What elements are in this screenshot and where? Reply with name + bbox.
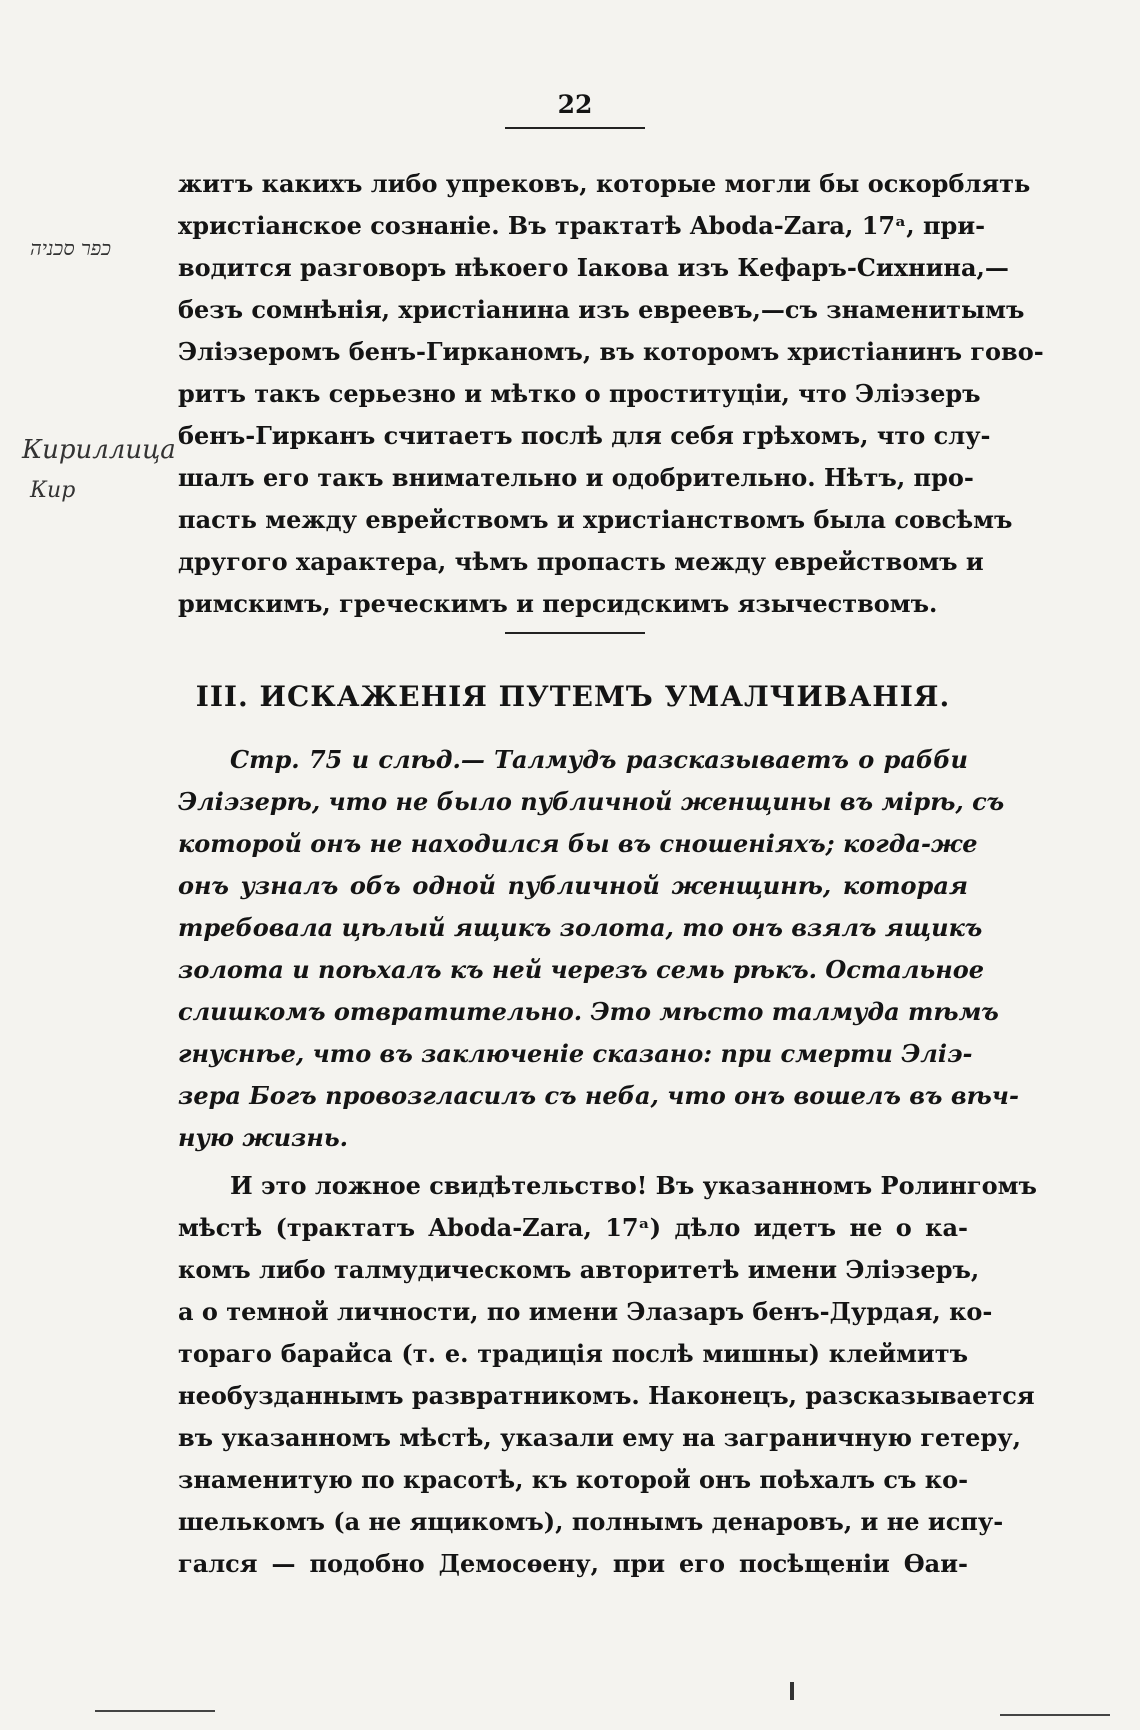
paragraph-2-line: Эліэзерѣ, что не было публичной женщины въ мірѣ, съ	[178, 787, 1005, 816]
paragraph-2-line: гнуснѣе, что въ заключеніе сказано: при смерти Эліэ-	[178, 1039, 973, 1068]
paragraph-1-line: бенъ-Гирканъ считаетъ послѣ для себя грѣхомъ, что слу-	[178, 421, 991, 450]
paragraph-2-line: требовала цѣлый ящикъ золота, то онъ взялъ ящикъ	[178, 913, 983, 942]
paragraph-3-line: комъ либо талмудическомъ авторитетѣ имени Эліэзеръ,	[178, 1255, 980, 1284]
page-number-rule	[505, 127, 645, 129]
paragraph-3-line: мѣстѣ (трактатъ Aboda-Zara, 17ᵃ) дѣло идетъ не о ка-	[178, 1213, 968, 1242]
paragraph-1-line: ритъ такъ серьезно и мѣтко о проституціи, что Эліэзеръ	[178, 379, 981, 408]
paragraph-3-line: а о темной личности, по имени Элазаръ бенъ-Дурдая, ко-	[178, 1297, 993, 1326]
paragraph-3-line: знаменитую по красотѣ, къ которой онъ поѣхалъ съ ко-	[178, 1465, 969, 1494]
paragraph-2-line: онъ узналъ объ одной публичной женщинѣ, которая	[178, 871, 968, 900]
paragraph-3-line: И это ложное свидѣтельство! Въ указанномъ Ролингомъ	[230, 1171, 1037, 1200]
paragraph-1-line: римскимъ, греческимъ и персидскимъ язычествомъ.	[178, 589, 938, 618]
section-divider	[505, 632, 645, 634]
paragraph-2-line: зера Богъ провозгласилъ съ неба, что онъ вошелъ въ вѣч-	[178, 1081, 1019, 1110]
paragraph-2-line: Стр. 75 и слѣд.— Талмудъ разсказываетъ о рабби	[230, 745, 968, 774]
paragraph-1-line: безъ сомнѣнія, христіанина изъ евреевъ,—съ знаменитымъ	[178, 295, 1025, 324]
margin-note-handwritten-2: Кир	[30, 478, 76, 503]
paragraph-1-line: шалъ его такъ внимательно и одобрительно. Нѣтъ, про-	[178, 463, 974, 492]
paragraph-1-line: водится разговоръ нѣкоего Іакова изъ Кефаръ-Сихнина,—	[178, 253, 1009, 282]
paragraph-1-line: житъ какихъ либо упрековъ, которые могли бы оскорблять	[178, 169, 1031, 198]
paragraph-1-line: пасть между еврействомъ и христіанствомъ была совсѣмъ	[178, 505, 1013, 534]
paragraph-3-line: въ указанномъ мѣстѣ, указали ему на заграничную гетеру,	[178, 1423, 1021, 1452]
paragraph-2-line: ную жизнь.	[178, 1123, 349, 1152]
page-number: 22	[557, 90, 593, 119]
margin-note-handwritten-1: Кириллица	[22, 435, 176, 465]
paragraph-1-line: другого характера, чѣмъ пропасть между еврействомъ и	[178, 547, 984, 576]
paragraph-1-line: христіанское сознаніе. Въ трактатѣ Aboda-Zara, 17ᵃ, при-	[178, 211, 986, 240]
paragraph-2-line: золота и поѣхалъ къ ней черезъ семь рѣкъ. Остальное	[178, 955, 985, 984]
footer-mark	[790, 1682, 794, 1700]
section-heading: III. ИСКАЖЕНІЯ ПУТЕМЪ УМАЛЧИВАНІЯ.	[195, 680, 951, 713]
paragraph-3-line: шелькомъ (а не ящикомъ), полнымъ денаровъ, и не испу-	[178, 1507, 1004, 1536]
paragraph-3-line: необузданнымъ развратникомъ. Наконецъ, разсказывается	[178, 1381, 1035, 1410]
footer-rule-right	[1000, 1714, 1110, 1716]
footer-rule-left	[95, 1710, 215, 1712]
margin-note-hebrew: כפר סכניה	[30, 236, 112, 260]
paragraph-2-line: которой онъ не находился бы въ сношеніяхъ; когда-же	[178, 829, 978, 858]
paragraph-1-line: Эліэзеромъ бенъ-Гирканомъ, въ которомъ христіанинъ гово-	[178, 337, 1044, 366]
paragraph-2-line: слишкомъ отвратительно. Это мѣсто талмуда тѣмъ	[178, 997, 999, 1026]
paragraph-3-line: гался — подобно Демосѳену, при его посѣщеніи Ѳаи-	[178, 1549, 968, 1578]
paragraph-3-line: тораго барайса (т. е. традиція послѣ мишны) клеймитъ	[178, 1339, 968, 1368]
